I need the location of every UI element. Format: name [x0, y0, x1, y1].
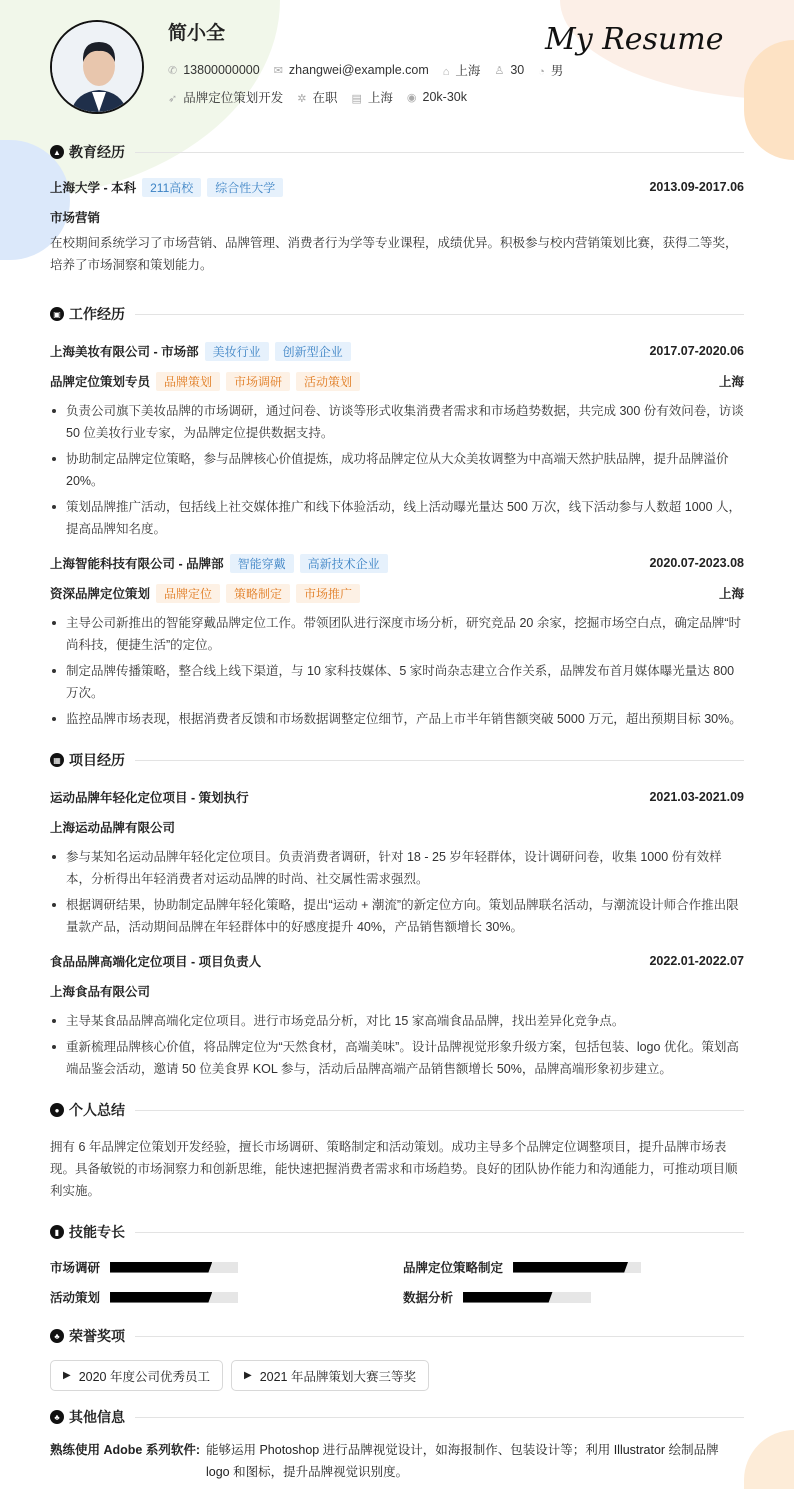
section-title: 技能专长	[69, 1224, 125, 1240]
status: 在职	[312, 91, 338, 105]
award-item	[231, 1360, 429, 1391]
skill-bar	[463, 1292, 591, 1303]
skill-item	[403, 1288, 744, 1306]
company: 上海智能科技有限公司 - 品牌部	[50, 557, 224, 571]
job-target: 品牌定位策划开发	[183, 91, 284, 105]
company-row	[50, 548, 744, 578]
role-row	[50, 578, 744, 608]
period: 2022.01-2022.07	[649, 954, 744, 968]
work-list	[50, 336, 744, 730]
divider	[135, 760, 744, 761]
tag: 策略制定	[226, 584, 290, 603]
age-icon: ♙	[494, 65, 505, 77]
city: 上海	[718, 375, 744, 389]
award-label: 2020 年度公司优秀员工	[78, 1369, 210, 1384]
salary: 20k-30k	[422, 90, 467, 104]
briefcase-icon: ▣	[50, 307, 64, 321]
summary-text: 拥有 6 年品牌定位策划开发经验，擅长市场调研、策略制定和活动策划。成功主导多个品牌定位调整项目，提升品牌市场表现。具备敏锐的市场洞察力和创新思维，能快速把握消费者需求和市场趋势。良好的团队协作能力和沟通能力，可推动项目顺利实施。	[50, 1140, 738, 1198]
role: 品牌定位策划专员	[50, 375, 151, 389]
tag: 美妆行业	[205, 342, 269, 361]
avatar	[50, 20, 144, 114]
section-summary	[50, 1098, 744, 1122]
header	[0, 0, 794, 140]
skill-bar	[110, 1292, 238, 1303]
contact-row	[168, 61, 563, 79]
section-awards	[50, 1324, 744, 1348]
role-row	[50, 366, 744, 396]
tag: 市场调研	[226, 372, 290, 391]
skill-bar-fill	[110, 1292, 212, 1303]
company-row	[50, 336, 744, 366]
tag: 智能穿戴	[230, 554, 294, 573]
bullet: 根据调研结果，协助制定品牌年轻化策略，提出“运动 + 潮流”的新定位方向。策划品牌联名活动，与潮流设计师合作推出限量款产品，活动期间品牌在年轻群体中的好感度提升 40%，产品销售额增长 30%。	[50, 894, 744, 938]
bullet: 监控品牌市场表现，根据消费者反馈和市场数据调整定位细节，产品上市半年销售额突破 5000 万元，超出预期目标 30%。	[50, 708, 744, 730]
divider	[135, 152, 744, 153]
bullet: 主导公司新推出的智能穿戴品牌定位工作。带领团队进行深度市场分析，研究竞品 20 余家，挖掘市场空白点，确定品牌“时尚科技，便捷生活”的定位。	[50, 612, 744, 656]
major	[50, 202, 744, 232]
section-title: 个人总结	[69, 1102, 125, 1118]
bullet: 重新梳理品牌核心价值，将品牌定位为“天然食材，高端美味”。设计品牌视觉形象升级方案，包括包装、logo 优化。策划高端品鉴会活动，邀请 50 位美食界 KOL 参与，活动后品牌高端产品销售额增长 50%，品牌高端形象初步建立。	[50, 1036, 744, 1080]
skill-name: 数据分析	[403, 1291, 454, 1305]
skill-name: 活动策划	[50, 1291, 101, 1305]
building-icon: ▤	[351, 93, 362, 105]
section-skills	[50, 1220, 744, 1244]
age: 30	[510, 63, 525, 77]
tag: 创新型企业	[275, 342, 351, 361]
candidate-name: 简小全	[168, 23, 226, 44]
section-title: 其他信息	[69, 1409, 125, 1425]
resume-logo: My Resume	[545, 22, 724, 57]
other-value: 能够运用 Photoshop 进行品牌视觉设计，如海报制作、包装设计等；利用 Illustrator 绘制品牌 logo 和图标，提升品牌视觉识别度。	[206, 1443, 719, 1479]
project-name: 运动品牌年轻化定位项目 - 策划执行	[50, 791, 249, 805]
home-icon: ⌂	[442, 66, 450, 78]
status-icon: ✲	[297, 93, 307, 105]
skill-item	[50, 1288, 403, 1306]
graduation-cap-icon: ▲	[50, 145, 64, 159]
company: 上海美妆有限公司 - 市场部	[50, 345, 199, 359]
skill-item	[50, 1258, 403, 1276]
project-name: 食品品牌高端化定位项目 - 项目负责人	[50, 955, 262, 969]
skill-bar-fill	[513, 1262, 628, 1273]
tag: 高新技术企业	[300, 554, 388, 573]
user-icon: ●	[50, 1103, 64, 1117]
section-work	[50, 302, 744, 326]
divider	[135, 1417, 744, 1418]
gender: 男	[550, 64, 564, 78]
bullet: 参与某知名运动品牌年轻化定位项目。负责消费者调研，针对 18 - 25 岁年轻群体，设计调研问卷，收集 1000 份有效样本，分析得出年轻消费者对运动品牌的时尚、社交属性需求强烈。	[50, 846, 744, 890]
project-item	[50, 946, 744, 1080]
awards-list	[50, 1360, 744, 1391]
gender-icon: ◔	[538, 66, 545, 78]
section-projects	[50, 748, 744, 772]
salary-icon: ◉	[406, 92, 417, 104]
period: 2020.07-2023.08	[649, 556, 744, 570]
work-item	[50, 548, 744, 730]
company: 上海食品有限公司	[50, 985, 151, 999]
bullet: 协助制定品牌定位策略，参与品牌核心价值提炼，成功将品牌定位从大众美妆调整为中高端天然护肤品牌，提升品牌溢价 20%。	[50, 448, 744, 492]
period: 2013.09-2017.06	[649, 180, 744, 194]
tag: 活动策划	[296, 372, 360, 391]
period: 2017.07-2020.06	[649, 344, 744, 358]
city: 上海	[367, 91, 393, 105]
phone-icon: ✆	[168, 65, 178, 77]
skill-name: 市场调研	[50, 1261, 101, 1275]
award-label: 2021 年品牌策划大赛三等奖	[259, 1369, 416, 1384]
project-item	[50, 782, 744, 938]
project-list	[50, 782, 744, 1080]
skill-bar	[513, 1262, 641, 1273]
role: 资深品牌定位策划	[50, 587, 151, 601]
work-item	[50, 336, 744, 540]
divider	[135, 1336, 744, 1337]
tag: 市场推广	[296, 584, 360, 603]
section-title: 项目经历	[69, 752, 125, 768]
section-other	[50, 1405, 744, 1429]
email-icon: ✉	[273, 65, 283, 77]
bullet: 策划品牌推广活动，包括线上社交媒体推广和线下体验活动，线上活动曝光量达 500 万次，线下活动参与人数超 1000 人，提高品牌知名度。	[50, 496, 744, 540]
tag: 综合性大学	[207, 178, 283, 197]
info-icon: ♣	[50, 1410, 64, 1424]
job-row	[168, 88, 467, 106]
other-info	[50, 1439, 744, 1483]
grid-icon: ▦	[50, 753, 64, 767]
period: 2021.03-2021.09	[649, 790, 744, 804]
location: 上海	[455, 64, 481, 78]
section-title: 工作经历	[69, 306, 125, 322]
section-education	[50, 140, 744, 164]
bullet: 制定品牌传播策略，整合线上线下渠道，与 10 家科技媒体、5 家时尚杂志建立合作关系，品牌发布首月媒体曝光量达 800 万次。	[50, 660, 744, 704]
award-icon: ♣	[50, 1329, 64, 1343]
section-title: 教育经历	[69, 144, 125, 160]
skill-bar-fill	[110, 1262, 212, 1273]
triangle-icon: ▶	[63, 1370, 71, 1381]
other-key: 熟练使用 Adobe 系列软件:	[50, 1443, 200, 1457]
tag: 品牌定位	[156, 584, 220, 603]
major-text: 市场营销	[50, 211, 101, 225]
divider	[135, 314, 744, 315]
education-row	[50, 172, 744, 202]
phone: 13800000000	[183, 63, 260, 77]
skill-name: 品牌定位策略制定	[403, 1261, 504, 1275]
skill-bar	[110, 1262, 238, 1273]
send-icon: ➶	[168, 93, 178, 105]
triangle-icon: ▶	[243, 1370, 252, 1381]
city: 上海	[718, 587, 744, 601]
email: zhangwei@example.com	[288, 63, 429, 77]
award-item	[50, 1360, 223, 1391]
section-title: 荣誉奖项	[69, 1328, 125, 1344]
school: 上海大学 - 本科	[50, 181, 137, 195]
project-company	[50, 812, 744, 842]
bullet: 负责公司旗下美妆品牌的市场调研，通过问卷、访谈等形式收集消费者需求和市场趋势数据，共完成 300 份有效问卷，访谈 50 位美妆行业专家，为品牌定位提供数据支持。	[50, 400, 744, 444]
project-row	[50, 782, 744, 812]
tag: 品牌策划	[156, 372, 220, 391]
project-company	[50, 976, 744, 1006]
divider	[135, 1232, 744, 1233]
skill-item	[403, 1258, 744, 1276]
skill-bar-fill	[463, 1292, 553, 1303]
divider	[135, 1110, 744, 1111]
company: 上海运动品牌有限公司	[50, 821, 176, 835]
skills-grid	[50, 1258, 744, 1306]
education-desc: 在校期间系统学习了市场营销、品牌管理、消费者行为学等专业课程，成绩优异。积极参与校内营销策划比赛，获得二等奖，培养了市场洞察和策划能力。	[50, 236, 738, 272]
chart-icon: ▮	[50, 1225, 64, 1239]
tag: 211高校	[142, 178, 201, 197]
project-row	[50, 946, 744, 976]
bullet: 主导某食品品牌高端化定位项目。进行市场竞品分析，对比 15 家高端食品品牌，找出差异化竞争点。	[50, 1010, 744, 1032]
